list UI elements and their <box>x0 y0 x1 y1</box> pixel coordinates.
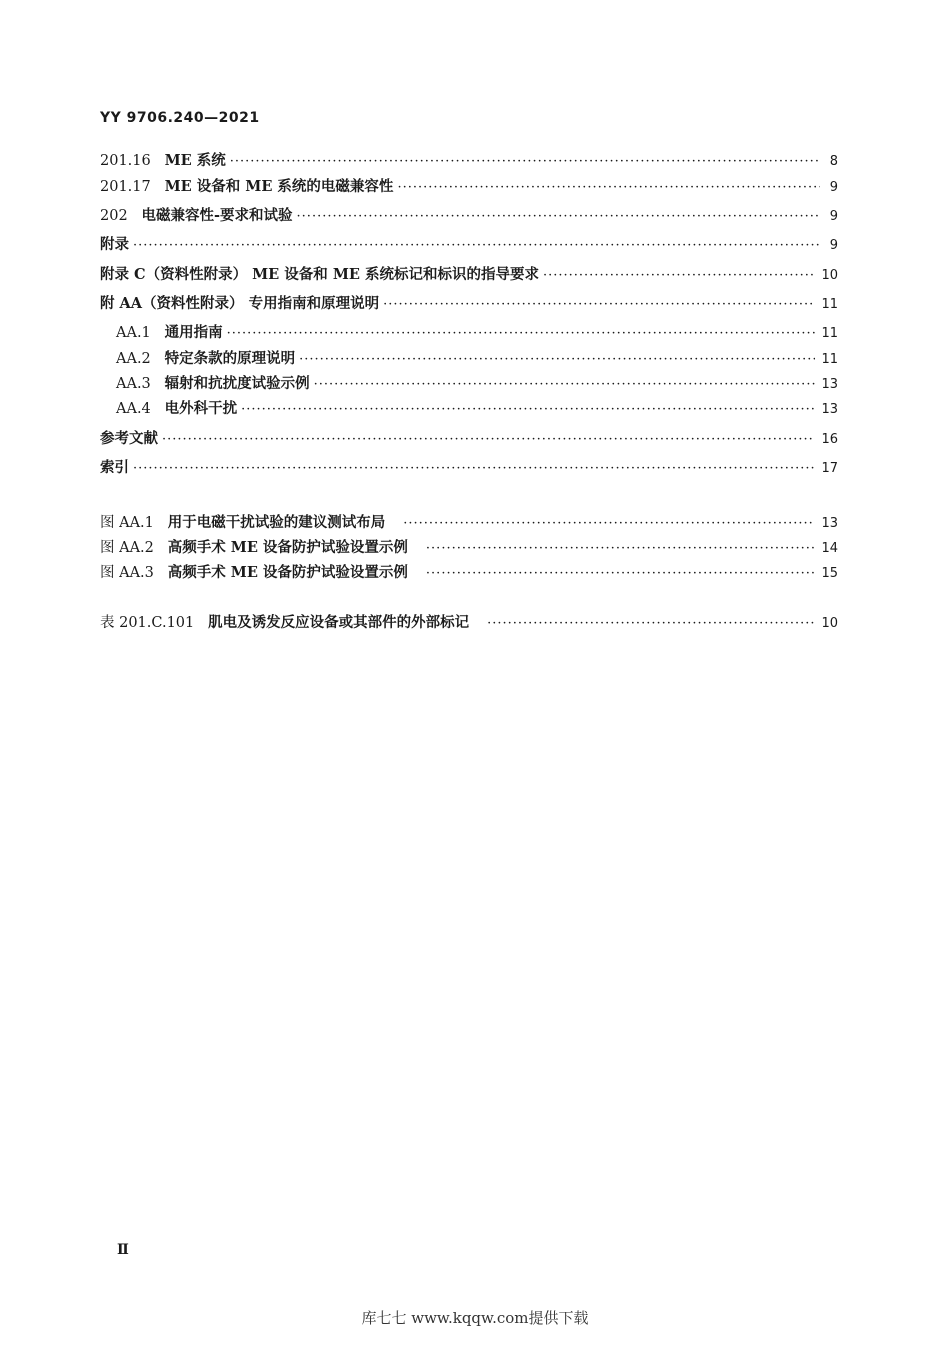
dot-leader <box>227 324 816 344</box>
toc-entry-number: 201.17 <box>100 179 151 195</box>
dot-leader <box>426 564 816 584</box>
toc-entry-number: AA.3 <box>116 376 151 392</box>
toc-entry-page: 11 <box>821 297 838 312</box>
toc-entry <box>100 323 838 349</box>
toc-entry <box>100 458 838 513</box>
toc-entry <box>100 294 838 323</box>
table-number: 表 201.C.101 <box>100 615 195 631</box>
toc-entry-page: 9 <box>829 238 838 253</box>
toc-entry-title: 参考文献 <box>100 430 158 447</box>
toc-entry-title: 电外科干扰 <box>164 400 238 417</box>
toc-entry-page: 13 <box>821 402 838 417</box>
dot-leader <box>403 514 815 534</box>
toc-entry-page: 17 <box>821 461 838 476</box>
dot-leader <box>383 295 815 315</box>
toc-entry-number: AA.2 <box>116 351 151 367</box>
toc-entry-page: 16 <box>821 432 838 447</box>
toc-entry-number: AA.1 <box>116 325 151 341</box>
figure-entry <box>100 513 838 538</box>
toc-entry <box>100 206 838 235</box>
toc-entry <box>100 235 838 265</box>
figure-number: 图 AA.1 <box>100 515 154 531</box>
toc-entry-title: ME 系统 <box>164 152 226 169</box>
standard-id: YY 9706.240—2021 <box>100 110 260 126</box>
figure-title: 用于电磁干扰试验的建议测试布局 <box>167 514 386 531</box>
dot-leader <box>162 430 815 450</box>
table-of-contents <box>100 151 838 638</box>
dot-leader <box>543 266 815 286</box>
figure-page: 15 <box>821 566 838 581</box>
toc-entry-page: 13 <box>821 377 838 392</box>
page-number: Ⅱ <box>117 1242 129 1258</box>
dot-leader <box>397 178 820 198</box>
toc-entry-page: 9 <box>829 209 838 224</box>
dot-leader <box>133 236 820 256</box>
dot-leader <box>133 459 815 479</box>
download-footer: 库七七 www.kqqw.com提供下载 <box>361 1309 589 1327</box>
figure-number: 图 AA.3 <box>100 565 154 581</box>
toc-entry <box>100 349 838 374</box>
table-page: 10 <box>821 616 838 631</box>
toc-entry-title: 通用指南 <box>164 324 223 341</box>
toc-entry-title: 电磁兼容性-要求和试验 <box>141 207 293 224</box>
dot-leader <box>297 207 820 227</box>
toc-entry-number: 201.16 <box>100 153 151 169</box>
dot-leader <box>487 614 815 634</box>
figure-entry <box>100 538 838 563</box>
figure-title: 高频手术 ME 设备防护试验设置示例 <box>167 539 408 556</box>
toc-entry-number: 202 <box>100 208 128 224</box>
toc-entry-title: 索引 <box>100 459 129 476</box>
dot-leader <box>314 375 816 395</box>
toc-entry <box>100 399 838 429</box>
toc-entry-page: 11 <box>821 326 838 341</box>
toc-entry-title: 辐射和抗扰度试验示例 <box>164 375 310 392</box>
dot-leader <box>230 152 820 172</box>
figure-title: 高频手术 ME 设备防护试验设置示例 <box>167 564 408 581</box>
figure-page: 14 <box>821 541 838 556</box>
toc-entry-number: AA.4 <box>116 401 151 417</box>
dot-leader <box>299 350 815 370</box>
toc-entry-page: 10 <box>821 268 838 283</box>
dot-leader <box>426 539 816 559</box>
toc-entry-title: 附录 C（资料性附录） ME 设备和 ME 系统标记和标识的指导要求 <box>100 266 539 283</box>
toc-entry-title: 附录 <box>100 236 129 253</box>
toc-entry <box>100 265 838 294</box>
toc-entry <box>100 374 838 399</box>
dot-leader <box>241 400 815 420</box>
toc-entry <box>100 177 838 206</box>
toc-entry <box>100 429 838 458</box>
toc-entry <box>100 151 838 177</box>
toc-entry-page: 11 <box>821 352 838 367</box>
toc-entry-title: 附 AA（资料性附录） 专用指南和原理说明 <box>100 295 380 312</box>
figure-page: 13 <box>821 516 838 531</box>
figure-number: 图 AA.2 <box>100 540 154 556</box>
figure-entry <box>100 563 838 613</box>
table-title: 肌电及诱发反应设备或其部件的外部标记 <box>208 614 470 631</box>
table-entry <box>100 613 838 638</box>
toc-entry-title: 特定条款的原理说明 <box>164 350 296 367</box>
toc-entry-title: ME 设备和 ME 系统的电磁兼容性 <box>164 178 394 195</box>
toc-entry-page: 9 <box>829 180 838 195</box>
toc-entry-page: 8 <box>829 154 838 169</box>
